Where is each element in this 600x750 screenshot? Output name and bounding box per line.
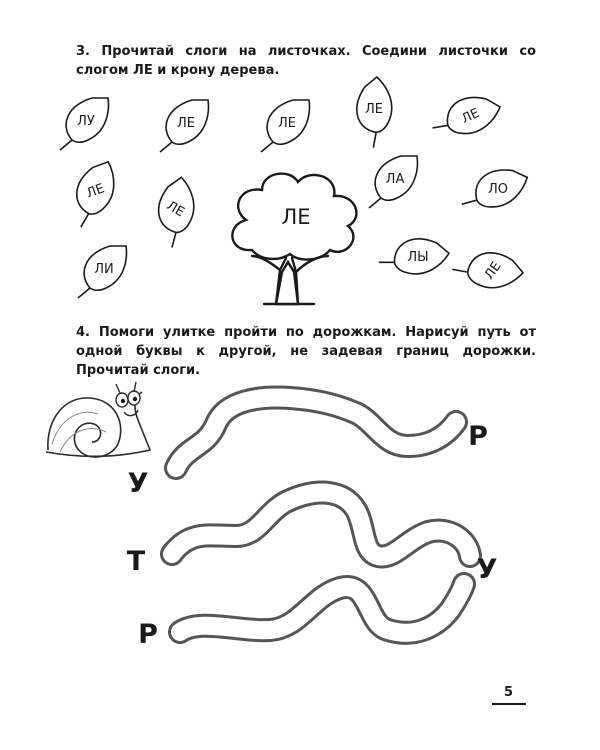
path-3-start-letter: Р (138, 619, 158, 650)
leaf-7-label: ЛЕ (163, 198, 187, 221)
maze-path-3[interactable] (180, 584, 464, 633)
leaf-9[interactable] (462, 157, 528, 225)
leaf-4-label: ЛЕ (365, 102, 383, 117)
path-1-end-letter: Р (468, 421, 488, 452)
leaf-11-label: ЛЫ (407, 250, 429, 265)
task-3-number: 3. (76, 44, 90, 59)
tree[interactable] (232, 174, 356, 304)
leaf-8-label: ЛА (385, 172, 405, 187)
leaf-5-label: ЛЕ (459, 105, 482, 127)
page-number: 5 (504, 685, 514, 700)
task-3-text: Прочитай слоги на листочках. Соедини листочки со слогом ЛЕ и крону дерева. (76, 44, 536, 78)
snail-icon (46, 382, 150, 457)
task-4-text: Помоги улитке пройти по дорожкам. Нарисуй путь от одной буквы к другой, не задевая границ дорожки. Прочитай слоги. (76, 325, 536, 378)
leaf-1[interactable] (60, 98, 108, 150)
leaf-6[interactable] (63, 162, 126, 227)
path-1-start-letter: У (127, 468, 149, 499)
leaf-10-label: ЛИ (94, 262, 114, 277)
leaf-1-label: ЛУ (77, 114, 95, 129)
path-2-start-letter: Т (126, 546, 146, 577)
leaf-10[interactable] (78, 246, 126, 298)
leaf-12-label: ЛЕ (481, 259, 505, 283)
tree-icon (232, 174, 356, 304)
leaf-3-label: ЛЕ (278, 116, 296, 131)
leaf-12[interactable] (452, 236, 523, 307)
leaf-2[interactable] (160, 100, 208, 152)
task-4-number: 4. (76, 325, 90, 340)
tree-crown-label: ЛЕ (281, 205, 311, 229)
page-number-rule (492, 703, 526, 705)
leaf-7[interactable] (142, 177, 212, 247)
leaf-8[interactable] (369, 156, 417, 208)
path-2-end-letter: У (476, 554, 498, 585)
leaf-9-label: ЛО (487, 182, 509, 197)
leaf-3[interactable] (261, 100, 309, 152)
maze-path-2[interactable] (172, 493, 470, 557)
leaf-6-label: ЛЕ (84, 181, 107, 202)
leaf-5[interactable] (432, 83, 500, 152)
leaf-2-label: ЛЕ (177, 116, 195, 131)
maze-path-1[interactable] (176, 398, 456, 468)
leaf-4[interactable] (340, 77, 411, 148)
leaf-11[interactable] (379, 222, 450, 293)
